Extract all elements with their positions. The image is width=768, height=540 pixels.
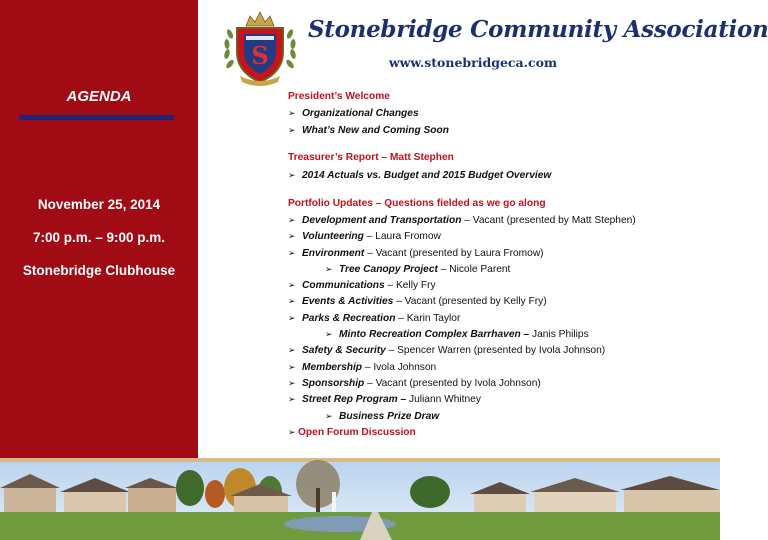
- arrow-bullet-icon: ➢: [288, 124, 296, 135]
- list-item: ➢ Business Prize Draw: [288, 408, 713, 424]
- arrow-bullet-icon: ➢: [288, 169, 296, 180]
- agenda-list: [288, 89, 713, 440]
- arrow-bullet-icon: ➢: [325, 410, 333, 421]
- arrow-bullet-icon: ➢: [288, 377, 296, 388]
- list-item: ➢ Safety & Security – Spencer Warren (presented by Ivola Johnson): [288, 342, 713, 358]
- arrow-bullet-icon: ➢: [288, 280, 296, 291]
- list-item: ➢ Events & Activities – Vacant (presented by Kelly Fry): [288, 293, 713, 309]
- crest-logo-icon: [220, 6, 300, 88]
- arrow-bullet-icon: ➢: [288, 426, 296, 437]
- arrow-bullet-icon: ➢: [288, 312, 296, 323]
- meeting-date: November 25, 2014: [37, 197, 161, 212]
- section-title: President’s Welcome: [288, 91, 390, 102]
- list-item: ➢ Tree Canopy Project – Nicole Parent: [288, 261, 713, 277]
- organization-name: Stonebridge Community Association: [308, 16, 768, 43]
- list-item: ➢ Minto Recreation Complex Barrhaven – Janis Philips: [288, 326, 713, 342]
- arrow-bullet-icon: ➢: [325, 329, 333, 340]
- section-title: Treasurer’s Report – Matt Stephen: [288, 152, 454, 164]
- arrow-bullet-icon: ➢: [288, 345, 296, 356]
- sidebar-panel: [0, 0, 198, 458]
- list-item: ➢ Parks & Recreation – Karin Taylor: [288, 310, 713, 326]
- arrow-bullet-icon: ➢: [288, 247, 296, 258]
- meeting-location: Stonebridge Clubhouse: [22, 263, 176, 278]
- arrow-bullet-icon: ➢: [288, 214, 296, 225]
- agenda-heading: AGENDA: [66, 88, 132, 105]
- section-title: Portfolio Updates – Questions fielded as we go along: [288, 197, 546, 209]
- crest-letter: S: [251, 41, 269, 70]
- list-item: ➢ Development and Transportation – Vacant (presented by Matt Stephen): [288, 212, 713, 228]
- meeting-time: 7:00 p.m. – 9:00 p.m.: [32, 230, 166, 245]
- list-item: ➢ Environment – Vacant (presented by Laura Fromow): [288, 245, 713, 261]
- list-item: ➢ Volunteering – Laura Fromow: [288, 228, 713, 244]
- list-item: ➢ 2014 Actuals vs. Budget and 2015 Budget Overview: [288, 167, 713, 183]
- list-item: ➢ Membership – Ivola Johnson: [288, 359, 713, 375]
- community-photo: [0, 458, 720, 540]
- list-item: ➢ Communications – Kelly Fry: [288, 277, 713, 293]
- closing-item: ➢ Open Forum Discussion: [288, 424, 713, 440]
- arrow-bullet-icon: ➢: [325, 263, 333, 274]
- divider-rule: [19, 115, 174, 120]
- arrow-bullet-icon: ➢: [288, 361, 296, 372]
- list-item: ➢ What’s New and Coming Soon: [288, 122, 713, 138]
- list-item: ➢ Sponsorship – Vacant (presented by Ivola Johnson): [288, 375, 713, 391]
- arrow-bullet-icon: ➢: [288, 296, 296, 307]
- arrow-bullet-icon: ➢: [288, 108, 296, 119]
- list-item: ➢ Street Rep Program – Juliann Whitney: [288, 391, 713, 407]
- website-url: www.stonebridgeca.com: [388, 55, 558, 70]
- arrow-bullet-icon: ➢: [288, 394, 296, 405]
- list-item: ➢ Organizational Changes: [288, 105, 713, 121]
- arrow-bullet-icon: ➢: [288, 231, 296, 242]
